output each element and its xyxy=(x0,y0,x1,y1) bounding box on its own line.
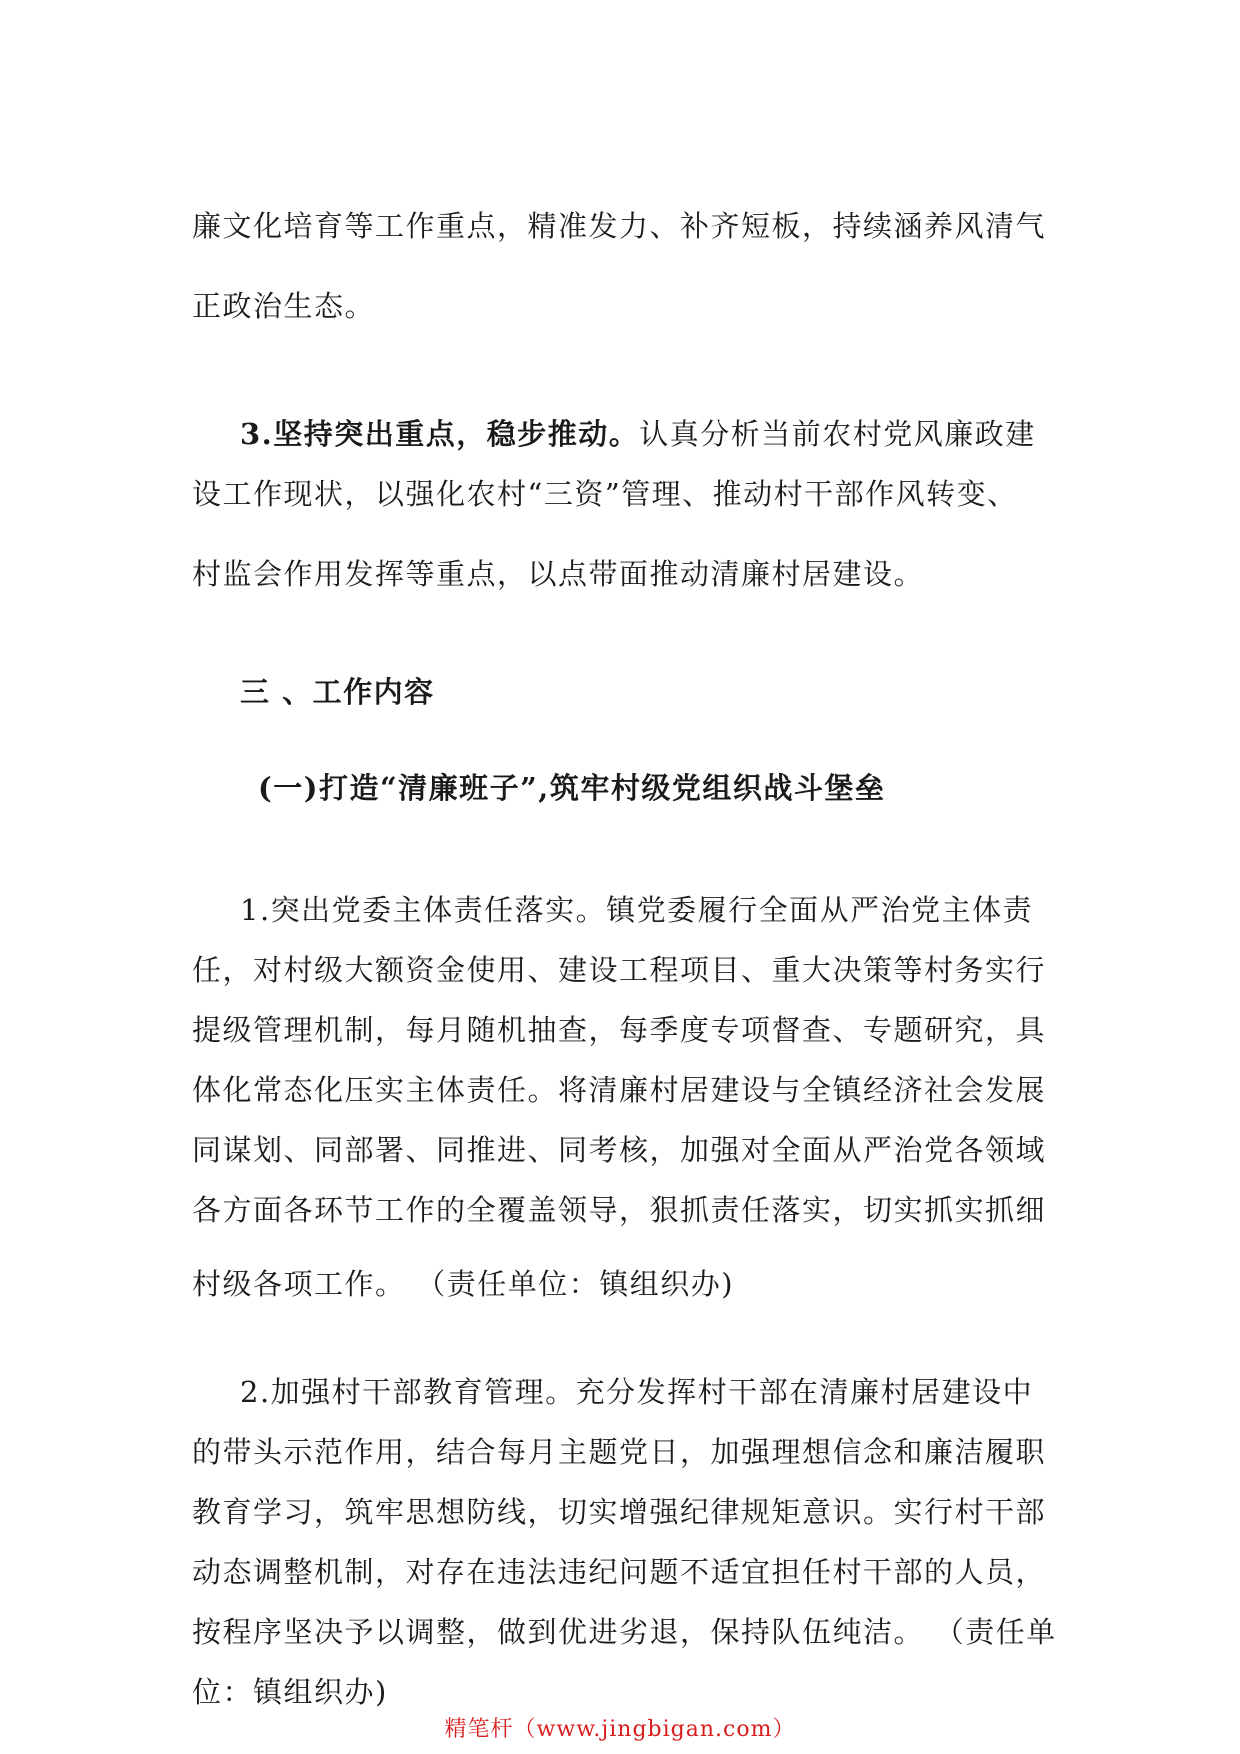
item1-line1: 1.突出党委主体责任落实。镇党委履行全面从严治党主体责 xyxy=(240,893,1034,927)
paragraph1-line2: 正政治生态。 xyxy=(192,289,376,323)
paragraph1-line1: 廉文化培育等工作重点，精准发力、补齐短板，持续涵养风清气 xyxy=(192,209,1047,243)
paragraph2-line3: 村监会作用发挥等重点，以点带面推动清廉村居建设。 xyxy=(192,557,925,591)
item2-line1: 2.加强村干部教育管理。充分发挥村干部在清廉村居建设中 xyxy=(240,1375,1034,1409)
subsection-heading: (一)打造“清廉班子”,筑牢村级党组织战斗堡垒 xyxy=(258,771,886,805)
paragraph2-heading: 3.坚持突出重点，稳步推动。 xyxy=(240,417,640,451)
item2-line4: 动态调整机制，对存在违法违纪问题不适宜担任村干部的人员， xyxy=(192,1555,1047,1589)
footer-watermark: 精笔杆（www.jingbigan.com） xyxy=(444,1717,796,1742)
paragraph2-line1 xyxy=(240,414,1036,454)
item1-line4: 体化常态化压实主体责任。将清廉村居建设与全镇经济社会发展 xyxy=(192,1073,1047,1107)
item2-line2: 的带头示范作用，结合每月主题党日，加强理想信念和廉洁履职 xyxy=(192,1435,1047,1469)
item1-line3: 提级管理机制，每月随机抽查，每季度专项督查、专题研究，具 xyxy=(192,1013,1047,1047)
section-heading: 三 、工作内容 xyxy=(240,675,435,709)
item1-line6: 各方面各环节工作的全覆盖领导，狠抓责任落实，切实抓实抓细 xyxy=(192,1193,1047,1227)
item2-line6: 位：镇组织办) xyxy=(192,1675,388,1709)
item1-line7: 村级各项工作。 （责任单位：镇组织办) xyxy=(192,1267,735,1301)
paragraph2-line1-rest: 认真分析当前农村党风廉政建 xyxy=(639,417,1036,451)
item1-line5: 同谋划、同部署、同推进、同考核，加强对全面从严治党各领域 xyxy=(192,1133,1047,1167)
item1-line2: 任，对村级大额资金使用、建设工程项目、重大决策等村务实行 xyxy=(192,953,1047,987)
paragraph2-line2: 设工作现状，以强化农村“三资”管理、推动村干部作风转变、 xyxy=(192,477,1018,511)
item2-line5: 按程序坚决予以调整，做到优进劣退，保持队伍纯洁。 （责任单 xyxy=(192,1615,1057,1649)
item2-line3: 教育学习，筑牢思想防线，切实增强纪律规矩意识。实行村干部 xyxy=(192,1495,1047,1529)
